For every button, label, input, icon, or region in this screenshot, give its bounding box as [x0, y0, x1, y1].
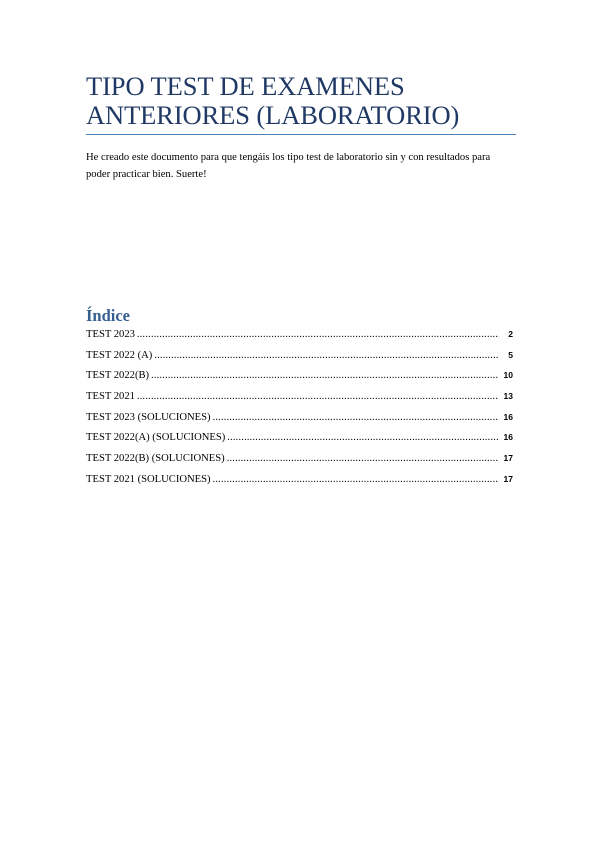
- intro-paragraph: He creado este documento para que tengáis los tipo test de laboratorio sin y con resultados para poder practicar bien. Suerte!: [86, 152, 491, 180]
- document-title: TIPO TEST DE EXAMENES ANTERIORES (LABORATORIO): [86, 71, 460, 130]
- toc-entry-page: 16: [503, 411, 513, 422]
- toc-entry[interactable]: [86, 327, 513, 348]
- toc-entry-page: 5: [508, 349, 513, 360]
- toc-entry[interactable]: [86, 472, 513, 493]
- toc-entry[interactable]: [86, 389, 513, 410]
- toc-entry-text: TEST 2023 (SOLUCIONES): [86, 411, 211, 423]
- toc-leader-dots: [151, 369, 499, 383]
- toc-entry-text: TEST 2022 (A): [86, 349, 153, 361]
- toc-entry-text: TEST 2022(B): [86, 370, 150, 382]
- toc-entry-page: 17: [503, 473, 513, 484]
- toc-leader-dots: [227, 452, 499, 466]
- toc-entry[interactable]: [86, 430, 513, 451]
- toc-entry[interactable]: [86, 348, 513, 369]
- toc-entry-page: 13: [503, 391, 513, 402]
- toc-entry-text: TEST 2021: [86, 391, 135, 403]
- toc-heading: Índice: [86, 306, 131, 325]
- toc-leader-dots: [213, 473, 499, 487]
- toc-leader-dots: [213, 411, 499, 425]
- table-of-contents: [86, 327, 513, 493]
- toc-entry-text: TEST 2023: [86, 329, 135, 340]
- toc-entry-page: 16: [503, 432, 513, 443]
- toc-leader-dots: [154, 349, 499, 363]
- toc-entry[interactable]: [86, 451, 513, 472]
- toc-entry-text: TEST 2022(A) (SOLUCIONES): [86, 432, 226, 444]
- title-underline: [86, 134, 516, 135]
- toc-entry-page: 17: [503, 453, 513, 464]
- toc-entry-page: 10: [503, 370, 513, 381]
- toc-entry[interactable]: [86, 410, 513, 431]
- toc-entry-text: TEST 2021 (SOLUCIONES): [86, 473, 211, 485]
- toc-leader-dots: [137, 390, 499, 404]
- toc-entry[interactable]: [86, 368, 513, 389]
- toc-entry-page: 2: [508, 329, 513, 339]
- toc-entry-text: TEST 2022(B) (SOLUCIONES): [86, 453, 225, 465]
- toc-leader-dots: [227, 431, 499, 445]
- toc-leader-dots: [137, 328, 499, 342]
